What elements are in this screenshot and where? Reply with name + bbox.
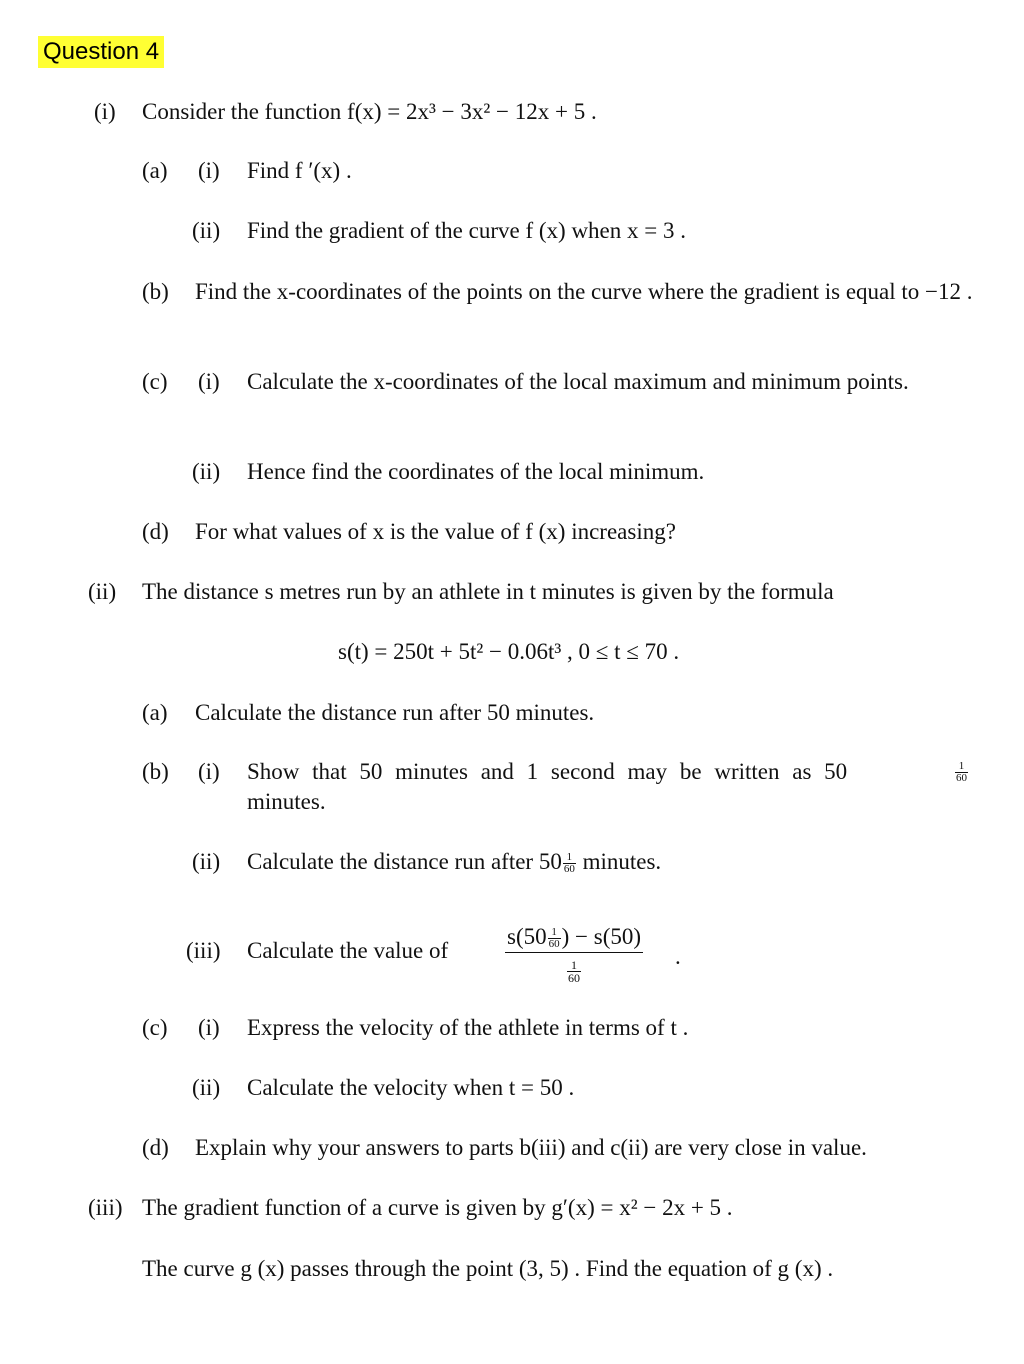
- fraction-numerator: 1: [567, 959, 581, 972]
- part-i-d: For what values of x is the value of f (x) increasing?: [195, 519, 676, 544]
- part-iii-line2: The curve g (x) passes through the point (3, 5) . Find the equation of g (x) .: [142, 1256, 834, 1281]
- part-label-ii: (ii): [88, 579, 117, 604]
- part-ii-c-i: Express the velocity of the athlete in terms of t .: [247, 1015, 689, 1040]
- sub-sub-label-ii: (ii): [192, 459, 221, 484]
- part-iii-line1: The gradient function of a curve is given by g′(x) = x² − 2x + 5 .: [142, 1195, 733, 1220]
- sub-label-c: (c): [142, 369, 168, 394]
- part-ii-a: Calculate the distance run after 50 minutes.: [195, 700, 595, 725]
- quotient-denominator: [505, 957, 643, 984]
- part-i-a-ii: Find the gradient of the curve f (x) when x = 3 .: [247, 218, 686, 243]
- fraction-numerator: 1: [563, 852, 576, 864]
- numerator-part-a: s(50: [507, 924, 547, 949]
- sub-sub-label-ii: (ii): [192, 1075, 221, 1100]
- sub-label-a: (a): [142, 158, 168, 183]
- part-i-b: Find the x-coordinates of the points on the curve where the gradient is equal to −12 .: [195, 279, 973, 304]
- sub-sub-label-i: (i): [198, 369, 220, 394]
- part-i-intro: Consider the function f(x) = 2x³ − 3x² − 12x + 5 .: [142, 99, 597, 124]
- part-ii-b-i-cont: minutes.: [247, 789, 326, 814]
- quotient-numerator: [505, 922, 643, 953]
- part-i-a-i: Find f ′(x) .: [247, 158, 352, 183]
- part-ii-b-ii-text: Calculate the distance run after 50: [247, 849, 562, 874]
- part-ii-b-ii: [247, 847, 661, 877]
- sub-label-d: (d): [142, 519, 169, 544]
- quotient-period: .: [675, 944, 681, 969]
- sub-label-b: (b): [142, 759, 169, 784]
- fraction-denominator: 60: [563, 863, 575, 876]
- part-ii-b-i: [247, 757, 975, 817]
- part-label-iii: (iii): [88, 1195, 123, 1220]
- question-title: Question 4: [38, 36, 164, 68]
- part-label-i: (i): [94, 99, 116, 124]
- difference-quotient: [505, 922, 643, 984]
- sub-sub-label-ii: (ii): [192, 218, 221, 243]
- fraction-1-60: [567, 959, 581, 984]
- fraction-numerator: 1: [955, 761, 968, 773]
- part-ii-c-ii: Calculate the velocity when t = 50 .: [247, 1075, 575, 1100]
- fraction-1-60: [955, 761, 968, 784]
- fraction-1-60: [548, 927, 561, 950]
- sub-sub-label-i: (i): [198, 1015, 220, 1040]
- fraction-denominator: 60: [956, 771, 967, 784]
- part-i-c-i: Calculate the x-coordinates of the local maximum and minimum points.: [247, 369, 909, 394]
- fraction-1-60: [563, 852, 576, 875]
- sub-label-b: (b): [142, 279, 169, 304]
- sub-label-a: (a): [142, 700, 168, 725]
- sub-sub-label-ii: (ii): [192, 849, 221, 874]
- part-ii-b-ii-text-end: minutes.: [582, 849, 662, 874]
- sub-sub-label-i: (i): [198, 158, 220, 183]
- sub-label-d: (d): [142, 1135, 169, 1160]
- distance-formula: s(t) = 250t + 5t² − 0.06t³ , 0 ≤ t ≤ 70 .: [338, 639, 680, 664]
- fraction-denominator: 60: [568, 971, 581, 986]
- sub-label-c: (c): [142, 1015, 168, 1040]
- sub-sub-label-iii: (iii): [186, 938, 221, 963]
- part-i-c-ii: Hence find the coordinates of the local minimum.: [247, 459, 705, 484]
- sub-sub-label-i: (i): [198, 759, 220, 784]
- fraction-denominator: 60: [548, 938, 560, 951]
- part-ii-intro: The distance s metres run by an athlete in t minutes is given by the formula: [142, 579, 834, 604]
- fraction-numerator: 1: [548, 927, 561, 939]
- part-ii-d: Explain why your answers to parts b(iii) and c(ii) are very close in value.: [195, 1135, 867, 1160]
- part-ii-b-i-text: Show that 50 minutes and 1 second may be written as 50: [247, 759, 848, 784]
- numerator-part-b: ) − s(50): [561, 924, 642, 949]
- part-ii-b-iii-text: Calculate the value of: [247, 938, 449, 963]
